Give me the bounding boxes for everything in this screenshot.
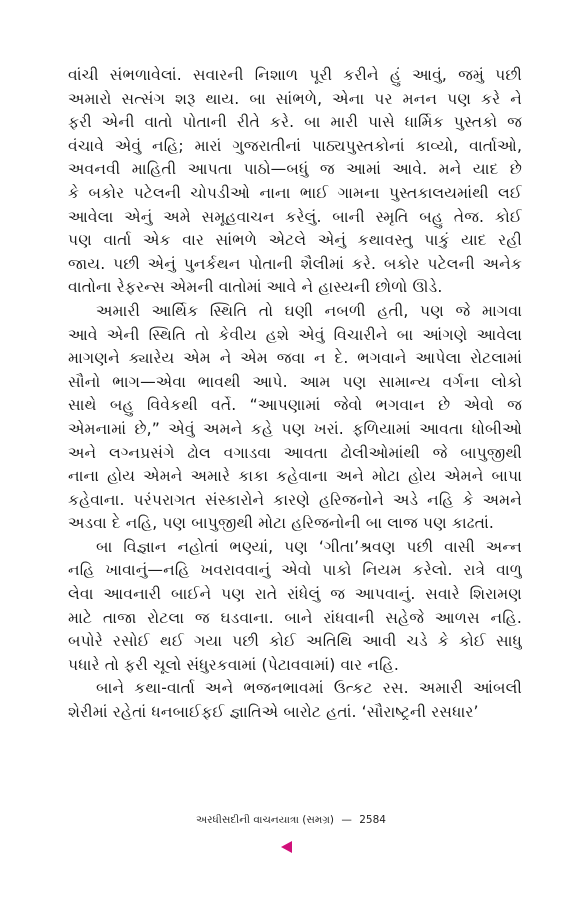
paragraph [68, 677, 522, 724]
text-line: વાતોના રેફરન્સ એમની વાતોમાં આવે ને હાસ્યની છોળો ઊડે. [68, 278, 443, 297]
paragraph [68, 64, 522, 300]
text-line: વાંચી સંભળાવેલાં. સવારની નિશાળ પૂરી કરીને હું આવું, જમું પછી [68, 66, 522, 84]
text-line: શેરીમાં રહેતાં ધનબાઈફઈ જ્ઞાતિએ બારોટ હતાં. ‘સૌરાષ્ટ્રની રસધાર’ [68, 703, 479, 722]
book-title: અરધીસદીની વાચનયાત્રા (સમગ્ર) [196, 814, 335, 826]
text-line: માટે તાજા રોટલા જ ઘડવાના. બાને રાંધવાની સહેજે આળસ નહિ. [68, 608, 522, 627]
text-line: કે બકોર પટેલની ચોપડીઓ નાના ભાઈ ગામના પુસ્તકાલયમાંથી લઈ [68, 183, 522, 202]
text-line: નાના હોય એમને અમારે કાકા કહેવાના અને મોટા હોય એમને બાપા [68, 467, 522, 486]
text-line: બાને કથા-વાર્તા અને ભજનભાવમાં ઉત્કટ રસ. અમારી આંબલી [96, 679, 522, 698]
text-line: લેવા આવનારી બાઈને પણ રાતે રાંધેલું જ આપવાનું. સવારે શિરામણ [68, 585, 522, 604]
page-number: 2584 [359, 814, 386, 826]
footer-separator: — [341, 814, 352, 826]
page-footer [0, 813, 582, 827]
paragraph [68, 536, 522, 678]
previous-page-icon[interactable] [281, 841, 292, 853]
text-line: માગણને ક્યારેય એમ ને એમ જવા ન દે. ભગવાને આપેલા રોટલામાં [68, 349, 522, 368]
text-line: કહેવાના. પરંપરાગત સંસ્કારોને કારણે હરિજનોને અડે નહિ કે અમને [68, 490, 522, 509]
text-line: નહિ ખાવાનું—નહિ ખવરાવવાનું એવો પાકો નિયમ કરેલો. રાત્રે વાળુ [68, 561, 522, 580]
text-line: એમનામાં છે,” એવું અમને કહે પણ ખરાં. ફળિયામાં આવતા ધોબીઓ [68, 419, 522, 438]
text-line: આવે એની સ્થિતિ તો કેવીય હશે એવું વિચારીને બા આંગણે આવેલા [68, 325, 522, 344]
text-line: અને લગ્નપ્રસંગે ઢોલ વગાડવા આવતા ઢોલીઓમાંથી જે બાપુજીથી [68, 443, 522, 462]
text-line: સૌનો ભાગ—એવા ભાવથી આપે. આમ પણ સામાન્ય વર્ગના લોકો [68, 372, 522, 391]
text-line: જાય. પછી એનું પુનર્કથન પોતાની શૈલીમાં કરે. બકોર પટેલની અનેક [68, 254, 522, 273]
text-line: પધારે તો ફરી ચૂલો સંધુરકવામાં (પેટાવવામાં) વાર નહિ. [68, 655, 399, 674]
body-text [68, 64, 522, 725]
text-line: બા વિજ્ઞાન નહોતાં ભણ્યાં, પણ ‘ગીતા’શ્રવણ પછી વાસી અન્ન [96, 537, 522, 556]
text-line: અડવા દે નહિ, પણ બાપુજીથી મોટા હરિજનોની બા લાજ પણ કાઢતાં. [68, 514, 494, 533]
text-line: ફરી એની વાતો પોતાની રીતે કરે. બા મારી પાસે ધાર્મિક પુસ્તકો જ [68, 113, 522, 132]
text-line: અવનવી માહિતી આપતા પાઠો—બધું જ આમાં આવે. મને યાદ છે [68, 160, 522, 179]
text-line: અમારો સત્સંગ શરૂ થાય. બા સાંભળે, એના પર મનન પણ કરે ને [68, 89, 522, 108]
paragraph [68, 300, 522, 536]
text-line: સાથે બહુ વિવેકથી વર્તે. “આપણામાં જેવો ભગવાન છે એવો જ [68, 396, 522, 415]
text-line: બપોરે રસોઈ થઈ ગયા પછી કોઈ અતિથિ આવી ચડે કે કોઈ સાધુ [68, 632, 522, 651]
text-line: અમારી આર્થિક સ્થિતિ તો ઘણી નબળી હતી, પણ જે માગવા [96, 301, 522, 320]
text-line: વંચાવે એવું નહિ; મારાં ગુજરાતીનાં પાઠ્યપુસ્તકોનાં કાવ્યો, વાર્તાઓ, [68, 136, 522, 155]
text-line: આવેલા એનું અમે સમૂહવાચન કરેલું. બાની સ્મૃતિ બહુ તેજ. કોઈ [68, 207, 522, 226]
text-line: પણ વાર્તા એક વાર સાંભળે એટલે એનું કથાવસ્તુ પાકું યાદ રહી [68, 231, 522, 250]
